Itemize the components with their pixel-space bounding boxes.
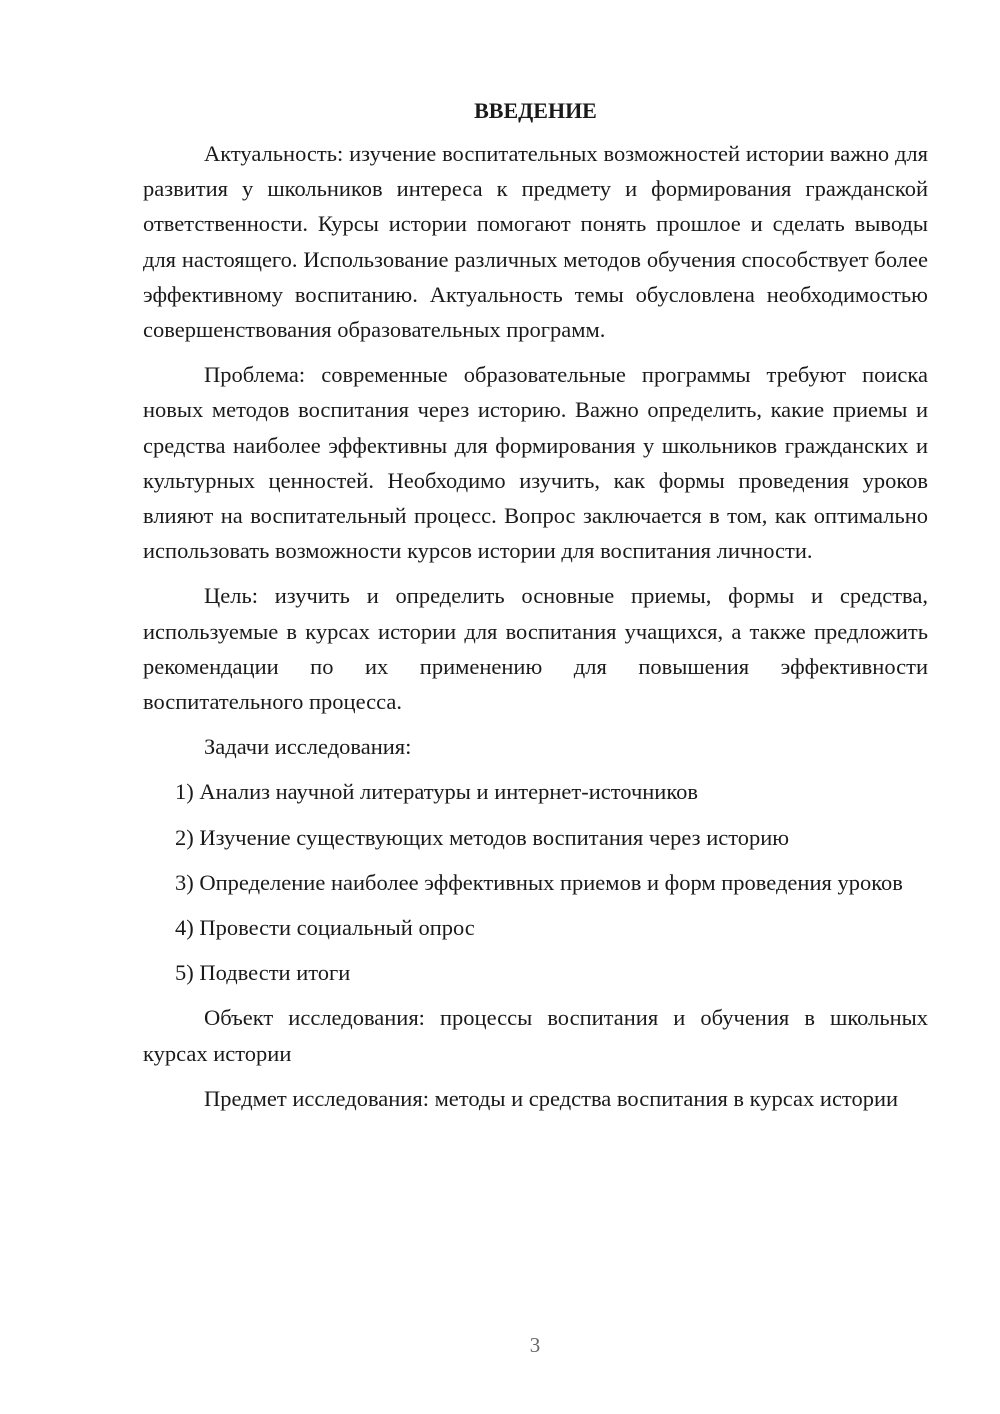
list-item: 1) Анализ научной литературы и интернет-источников [175,779,699,805]
object-paragraph: Объект исследования: процессы воспитания и обучения в школьных курсах истории [143,1005,928,1066]
relevance-paragraph: Актуальность: изучение воспитательных возможностей истории важно для развития у школьников интереса к предмету и формирования гражданской ответственности. Курсы истории помогают понять прошлое и сделать выводы для настоящего. Использование различных методов обучения способствует более эффективному воспитанию. Актуальность темы обусловлена необходимостью совершенствования образовательных программ. [143,141,928,343]
list-item: 4) Провести социальный опрос [175,915,475,941]
section-heading: ВВЕДЕНИЕ [474,98,597,123]
tasks-list [143,774,928,990]
goal-paragraph: Цель: изучить и определить основные приемы, формы и средства, используемые в курсах истории для воспитания учащихся, а также предложить рекомендации по их применению для повышения эффективности воспитательного процесса. [143,583,928,715]
tasks-heading: Задачи исследования: [204,734,412,760]
list-item: 2) Изучение существующих методов воспитания через историю [175,824,790,850]
problem-paragraph: Проблема: современные образовательные программы требуют поиска новых методов воспитания через историю. Важно определить, какие приемы и средства наиболее эффективны для формирования у школьников гражданских и культурных ценностей. Необходимо изучить, как формы проведения уроков влияют на воспитательный процесс. Вопрос заключается в том, как оптимально использовать возможности курсов истории для воспитания личности. [143,362,928,564]
list-item: 3) Определение наиболее эффективных приемов и форм проведения уроков [175,869,903,895]
document-page [143,96,928,1116]
list-item: 5) Подвести итоги [175,960,351,986]
subject-paragraph: Предмет исследования: методы и средства воспитания в курсах истории [204,1085,899,1111]
page-number: 3 [529,1333,541,1357]
